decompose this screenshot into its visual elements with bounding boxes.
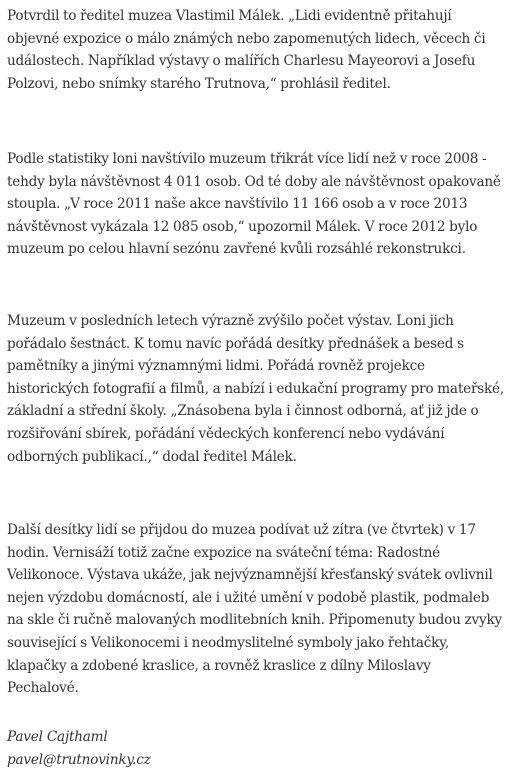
author-email: pavel@trutnovinky.cz (7, 751, 151, 768)
article-paragraph-4: Další desítky lidí se přijdou do muzea podívat už zítra (ve čtvrtek) v 17 hodin. Vernisáží totiž začne expozice na sváteční téma: Radostné Velikonoce. Výstava ukáže, jak nejvýznamnější křesťanský svátek ovlivnil nejen výzdobu domácností, ale i užité umění v podobě plastik, podmaleb na skle či ručně malovaných modlitebních knih. Připomenuty budou zvyky související s Velikonocemi i neodmyslitelné symboly jako řehtačky, klapačky a zdobené kraslice, a rovněž kraslice z dílny Miloslavy Pechalové. (7, 522, 502, 697)
author-name: Pavel Cajthaml (7, 729, 108, 745)
article-paragraph-1: Potvrdil to ředitel muzea Vlastimil Málek. „Lidi evidentně přitahují objevné expozice o málo známých nebo zapomenutých lidech, věcech či událostech. Například výstavy o malířích Charlesu Mayeorovi a Josefu Polzovi, nebo snímky starého Trutnova,“ prohlásil ředitel. (7, 8, 486, 92)
article-paragraph-2: Podle statistiky loni navštívilo muzeum třikrát více lidí než v roce 2008 - tehdy byla návštěvnost 4 011 osob. Od té doby ale návštěvnost opakovaně stoupla. „V roce 2011 naše akce navštívilo 11 166 osob a v roce 2013 návštěvnost vykázala 12 085 osob,“ upozornil Málek. V roce 2012 bylo muzeum po celou hlavní sezónu zavřené kvůli rozsáhlé rekonstrukci. (7, 151, 501, 258)
author-signature (7, 726, 151, 771)
article-paragraph-3: Muzeum v posledních letech výrazně zvýšilo počet výstav. Loni jich pořádalo šestnáct. K tomu navíc pořádá desítky přednášek a besed s pamětníky a jinými významnými lidmi. Pořádá rovněž projekce historických fotografií a filmů, a nabízí i edukační programy pro mateřské, základní a střední školy. „Znásobena byla i činnost odborná, ať již jde o rozšiřování sbírek, pořádání vědeckých konferencí nebo vydávání odborných publikací.,“ dodal ředitel Málek. (7, 313, 505, 465)
